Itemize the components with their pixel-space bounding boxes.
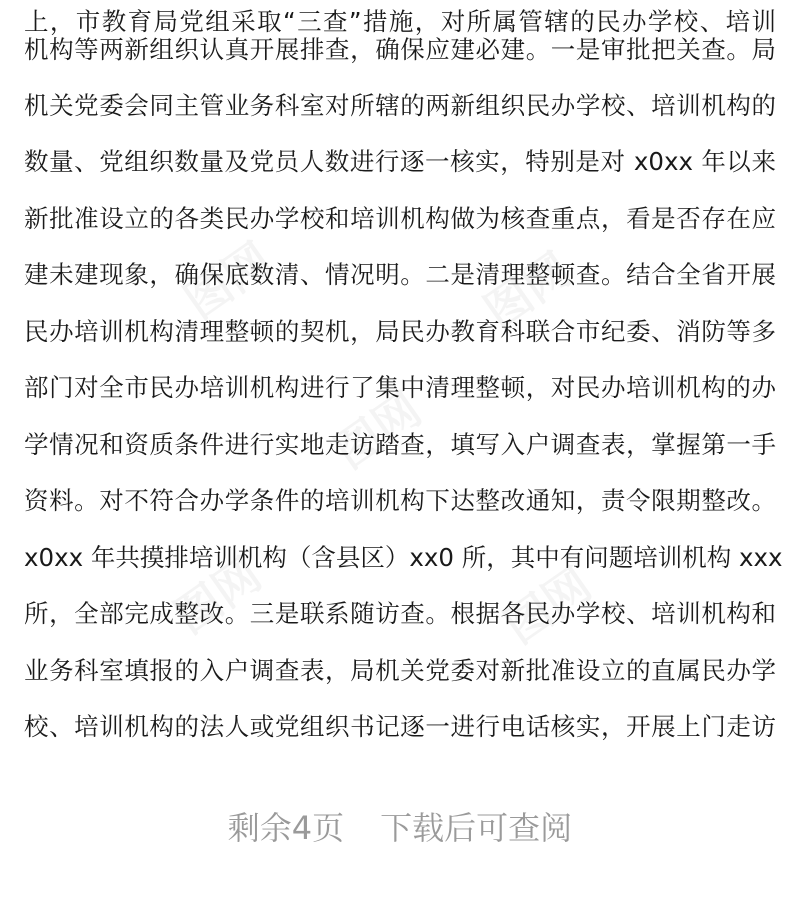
text-line: 数量、党组织数量及党员人数进行逐一核实，特别是对 x0xx 年以来	[24, 147, 776, 176]
text-line: 业务科室填报的入户调查表，局机关党委对新批准设立的直属民办学	[24, 656, 776, 685]
text-line: 民办培训机构清理整顿的契机，局民办教育科联合市纪委、消防等多	[24, 317, 776, 346]
text-line: 部门对全市民办培训机构进行了集中清理整顿，对民办培训机构的办	[24, 373, 776, 402]
text-line: 机构等两新组织认真开展排查，确保应建必建。一是审批把关查。局	[24, 35, 776, 64]
text-line: 建未建现象，确保底数清、情况明。二是清理整顿查。结合全省开展	[24, 260, 776, 289]
text-line: 所，全部完成整改。三是联系随访查。根据各民办学校、培训机构和	[24, 599, 776, 628]
text-line: 校、培训机构的法人或党组织书记逐一进行电话核实，开展上门走访	[24, 712, 776, 741]
text-line: 机关党委会同主管业务科室对所辖的两新组织民办学校、培训机构的	[24, 91, 776, 120]
remaining-pages-notice	[0, 800, 800, 856]
remaining-pages-label: 剩余4页	[227, 809, 345, 847]
text-line: 新批准设立的各类民办学校和培训机构做为核查重点，看是否存在应	[24, 204, 776, 233]
download-to-view-label: 下载后可查阅	[380, 809, 573, 847]
text-line: 学情况和资质条件进行实地走访踏查，填写入户调查表，掌握第一手	[24, 430, 776, 459]
text-line: 资料。对不符合办学条件的培训机构下达整改通知，责令限期整改。	[24, 486, 776, 515]
text-line: x0xx 年共摸排培训机构（含县区）xx0 所，其中有问题培训机构 xxx	[24, 543, 783, 572]
text-line: 上，市教育局党组采取“三查”措施，对所属管辖的民办学校、培训	[24, 7, 776, 36]
